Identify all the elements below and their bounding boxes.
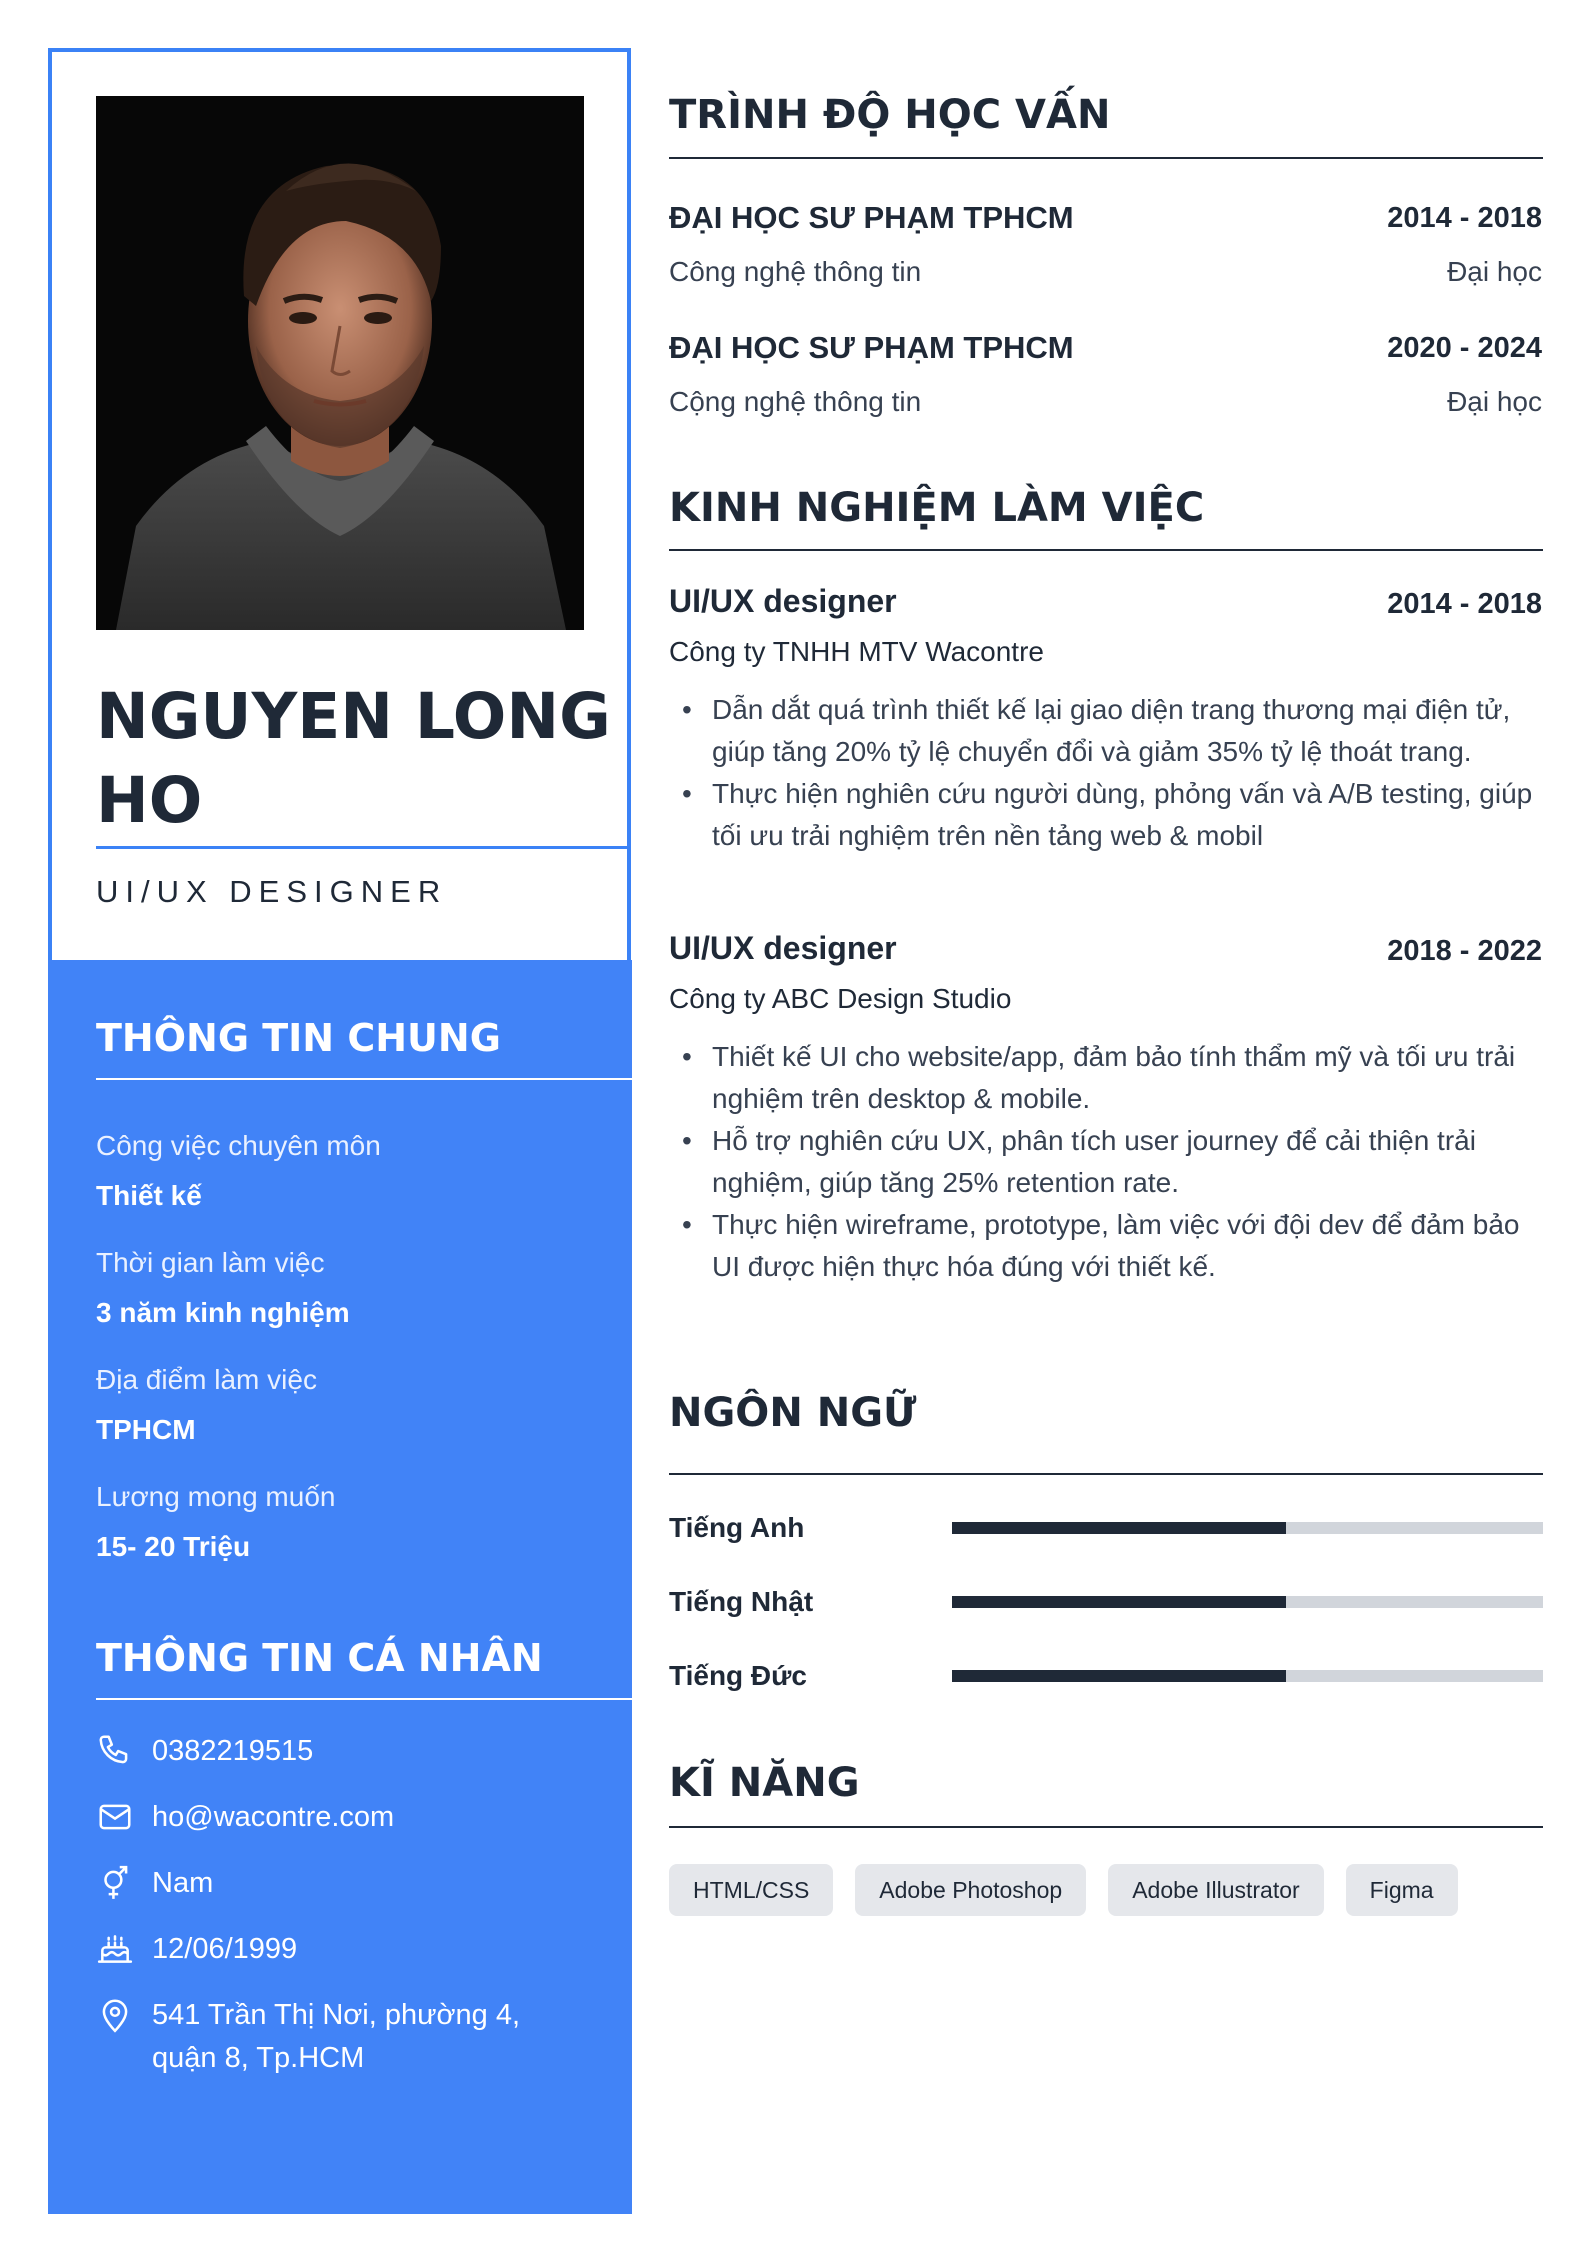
list-item: • Thiết kế UI cho website/app, đảm bảo tính thẩm mỹ và tối ưu trải nghiệm trên desktop & mobile. bbox=[669, 1036, 1549, 1120]
skill-tag: HTML/CSS bbox=[669, 1864, 833, 1916]
job-title: UI/UX designer bbox=[669, 583, 897, 619]
contact-birthday bbox=[96, 1928, 572, 1971]
education-major: Cộng nghệ thông tin bbox=[669, 386, 922, 417]
education-degree: Đại học bbox=[1447, 386, 1542, 417]
contact-phone bbox=[96, 1730, 572, 1773]
contact-email bbox=[96, 1796, 572, 1839]
skills-title: KĨ NĂNG bbox=[669, 1760, 860, 1806]
info-label: Thời gian làm việc bbox=[96, 1247, 325, 1278]
language-level-bar bbox=[952, 1596, 1543, 1608]
info-value: TPHCM bbox=[96, 1414, 196, 1445]
education-school: ĐẠI HỌC SƯ PHẠM TPHCM bbox=[669, 330, 1074, 365]
education-title: TRÌNH ĐỘ HỌC VẤN bbox=[669, 92, 1111, 138]
portrait-image bbox=[96, 96, 584, 630]
skill-tags bbox=[669, 1864, 1458, 1916]
language-level-fill bbox=[952, 1670, 1286, 1682]
mail-icon bbox=[96, 1798, 134, 1836]
education-divider bbox=[669, 157, 1543, 159]
language-name: Tiếng Đức bbox=[669, 1660, 808, 1691]
education-degree: Đại học bbox=[1447, 256, 1542, 287]
job-responsibilities bbox=[669, 1036, 1549, 1288]
experience-title: KINH NGHIỆM LÀM VIỆC bbox=[669, 485, 1205, 531]
phone-icon bbox=[96, 1732, 134, 1770]
name-divider bbox=[96, 846, 631, 849]
general-info-divider bbox=[96, 1078, 632, 1080]
general-info-title: THÔNG TIN CHUNG bbox=[96, 1016, 501, 1060]
info-label: Lương mong muốn bbox=[96, 1481, 336, 1512]
education-years: 2020 - 2024 bbox=[1387, 332, 1542, 364]
job-company: Công ty ABC Design Studio bbox=[669, 983, 1012, 1014]
skill-tag: Figma bbox=[1346, 1864, 1458, 1916]
language-level-bar bbox=[952, 1522, 1543, 1534]
language-level-bar bbox=[952, 1670, 1543, 1682]
birth-date: 12/06/1999 bbox=[152, 1933, 298, 1965]
birthday-cake-icon bbox=[96, 1930, 134, 1968]
job-title: UI/UX designer bbox=[669, 930, 897, 966]
list-item: • Thực hiện wireframe, prototype, làm việc với đội dev để đảm bảo UI được hiện thực hóa đúng với thiết kế. bbox=[669, 1204, 1549, 1288]
languages-title: NGÔN NGỮ bbox=[669, 1390, 917, 1436]
experience-divider bbox=[669, 549, 1543, 551]
list-item: • Thực hiện nghiên cứu người dùng, phỏng vấn và A/B testing, giúp tối ưu trải nghiệm trên nền tảng web & mobil bbox=[669, 773, 1549, 857]
email-address: ho@wacontre.com bbox=[152, 1801, 395, 1833]
education-years: 2014 - 2018 bbox=[1387, 202, 1542, 234]
contact-gender bbox=[96, 1862, 572, 1905]
job-years: 2018 - 2022 bbox=[1387, 935, 1542, 967]
language-level-fill bbox=[952, 1596, 1286, 1608]
list-item: • Dẫn dắt quá trình thiết kế lại giao diện trang thương mại điện tử, giúp tăng 20% tỷ lệ chuyển đổi và giảm 35% tỷ lệ thoát trang. bbox=[669, 689, 1549, 773]
language-name: Tiếng Anh bbox=[669, 1512, 805, 1543]
job-responsibilities bbox=[669, 689, 1549, 857]
skill-tag: Adobe Photoshop bbox=[855, 1864, 1086, 1916]
info-value: 15- 20 Triệu bbox=[96, 1531, 251, 1562]
list-item: • Hỗ trợ nghiên cứu UX, phân tích user journey để cải thiện trải nghiệm, giúp tăng 25% retention rate. bbox=[669, 1120, 1549, 1204]
education-major: Công nghệ thông tin bbox=[669, 256, 922, 287]
language-name: Tiếng Nhật bbox=[669, 1586, 814, 1617]
candidate-name: NGUYEN LONG HO bbox=[96, 680, 611, 837]
skills-divider bbox=[669, 1826, 1543, 1828]
personal-info-title: THÔNG TIN CÁ NHÂN bbox=[96, 1636, 543, 1680]
contact-address bbox=[96, 1994, 572, 2080]
language-level-fill bbox=[952, 1522, 1286, 1534]
info-label: Công việc chuyên môn bbox=[96, 1130, 381, 1161]
education-school: ĐẠI HỌC SƯ PHẠM TPHCM bbox=[669, 200, 1074, 235]
phone-number: 0382219515 bbox=[152, 1735, 314, 1767]
skill-tag: Adobe Illustrator bbox=[1108, 1864, 1323, 1916]
info-value: Thiết kế bbox=[96, 1180, 202, 1211]
profile-photo bbox=[96, 96, 584, 630]
job-company: Công ty TNHH MTV Wacontre bbox=[669, 636, 1044, 667]
address: 541 Trần Thị Nơi, phường 4, quận 8, Tp.HCM bbox=[152, 1999, 521, 2074]
personal-info-divider bbox=[96, 1698, 632, 1700]
candidate-role: UI/UX DESIGNER bbox=[96, 874, 448, 909]
location-pin-icon bbox=[96, 1996, 134, 2034]
info-panel bbox=[48, 960, 632, 2214]
job-years: 2014 - 2018 bbox=[1387, 588, 1542, 620]
gender: Nam bbox=[152, 1867, 214, 1899]
info-label: Địa điểm làm việc bbox=[96, 1364, 317, 1395]
languages-divider bbox=[669, 1473, 1543, 1475]
info-value: 3 năm kinh nghiệm bbox=[96, 1297, 350, 1328]
gender-icon bbox=[96, 1864, 134, 1902]
